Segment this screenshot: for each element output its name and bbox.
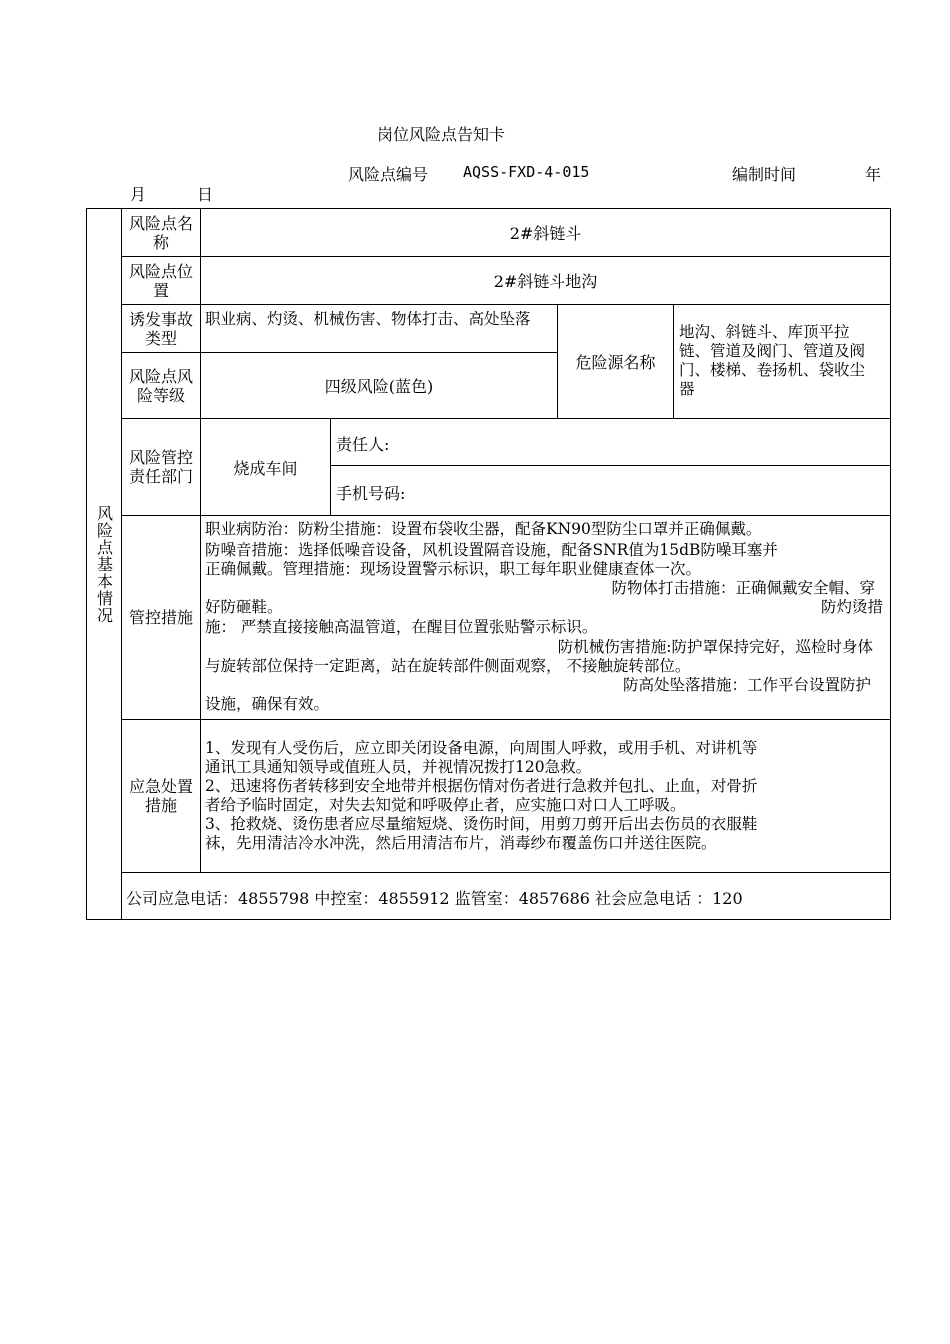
control-line: 防物体打击措施：正确佩戴安全帽、穿 [611, 579, 875, 597]
side-label: 风险点基本情况 [94, 504, 114, 624]
location-value: 2#斜链斗地沟 [493, 272, 598, 291]
page-title: 岗位风险点告知卡 [377, 125, 506, 144]
risk-level-value: 四级风险(蓝色) [324, 377, 434, 396]
emergency-line: 1、发现有人受伤后，应立即关闭设备电源，向周围人呼救，或用手机、对讲机等 [205, 739, 758, 757]
name-label: 风险点名称 [128, 213, 193, 252]
location-label: 风险点位置 [128, 261, 193, 300]
control-measures-label: 管控措施 [128, 608, 193, 627]
emergency-line: 2、迅速将伤者转移到安全地带并根据伤情对伤者进行急救并包扎、止血，对骨折 [205, 777, 758, 795]
control-line: 施： 严禁直接接触高温管道，在醒目位置张贴警示标识。 [205, 618, 598, 636]
control-line: 与旋转部位保持一定距离，站在旋转部件侧面观察， 不接触旋转部位。 [205, 657, 691, 675]
emergency-line: 3、抢救烧、烫伤患者应尽量缩短烧、烫伤时间，用剪刀剪开后出去伤员的衣服鞋 [205, 815, 758, 833]
dept-value: 烧成车间 [233, 458, 298, 478]
emergency-measures-text [205, 739, 887, 864]
responsible-person-label: 责任人: [336, 435, 390, 454]
control-line: 防噪音措施：选择低噪音设备，风机设置隔音设施，配备SNR值为15dB防噪耳塞并 [205, 541, 778, 559]
date-label: 编制时间 [732, 165, 797, 184]
control-line: 职业病防治：防粉尘措施：设置布袋收尘器，配备KN90型防尘口罩并正确佩戴。 [205, 520, 762, 538]
hazard-label: 危险源名称 [575, 353, 656, 372]
name-value: 2#斜链斗 [509, 224, 582, 243]
control-line: 防高处坠落措施：工作平台设置防护 [622, 676, 871, 694]
emergency-line: 袜，先用清洁冷水冲洗，然后用清洁布片，消毒纱布覆盖伤口并送往医院。 [205, 834, 717, 852]
date-day: 日 [197, 185, 214, 204]
accident-type-value: 职业病、灼烫、机械伤害、物体打击、高处坠落 [205, 310, 531, 328]
phone-number-label: 手机号码: [336, 484, 406, 503]
risk-level-label: 风险点风险等级 [128, 366, 193, 405]
accident-type-label: 诱发事故类型 [128, 309, 193, 348]
emergency-line: 通讯工具通知领导或值班人员，并视情况拨打120急救。 [205, 758, 592, 776]
date-month: 月 [130, 185, 147, 204]
hazard-value: 地沟、斜链斗、库顶平拉链、管道及阀门、管道及阀门、楼梯、卷扬机、袋收尘器 [679, 323, 866, 398]
emergency-measures-label: 应急处置措施 [128, 777, 193, 815]
control-measures-text [205, 520, 887, 718]
emergency-line: 者给予临时固定，对失去知觉和呼吸停止者，应实施口对口人工呼吸。 [205, 796, 686, 814]
date-year: 年 [865, 165, 882, 184]
control-line: 防灼烫措 [820, 598, 883, 616]
control-line: 正确佩戴。管理措施：现场设置警示标识，职工每年职业健康查体一次。 [205, 560, 702, 578]
side-label-cell [87, 209, 121, 919]
emergency-phones: 公司应急电话：4855798 中控室：4855912 监管室：4857686 社会应急电话 ：120 [126, 889, 743, 908]
control-line: 好防砸鞋。 [205, 598, 283, 616]
dept-label: 风险管控责任部门 [128, 448, 193, 486]
risk-code-label: 风险点编号 [348, 165, 429, 184]
risk-code-value: AQSS-FXD-4-015 [463, 163, 590, 181]
control-line: 防机械伤害措施:防护罩保持完好，巡检时身体 [557, 638, 873, 656]
control-line: 设施，确保有效。 [205, 695, 330, 713]
